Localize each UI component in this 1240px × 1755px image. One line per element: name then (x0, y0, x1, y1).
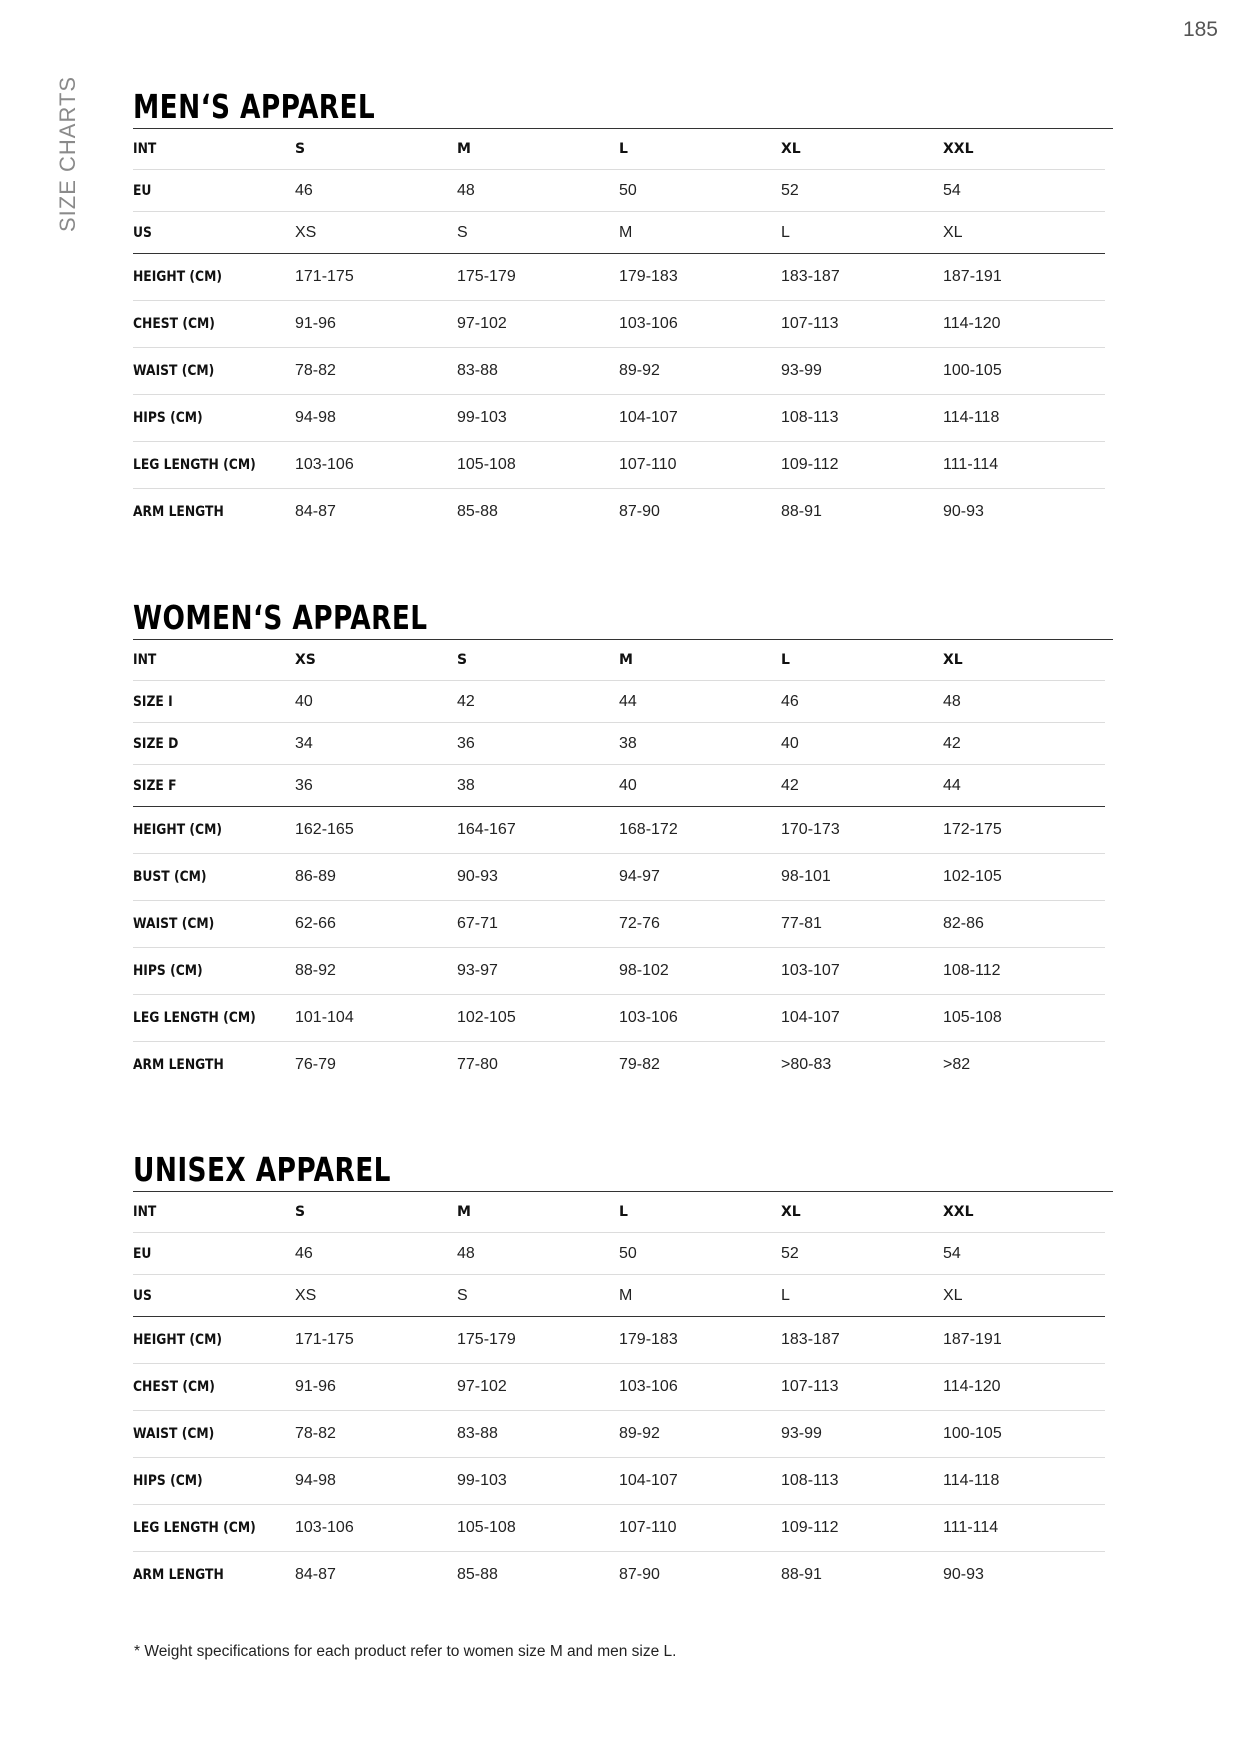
row-label: WAIST (CM) (133, 363, 215, 379)
cell: XXL (943, 129, 1105, 170)
row-label: LEG LENGTH (CM) (133, 1520, 256, 1536)
cell: 46 (781, 681, 943, 723)
table-row (133, 723, 1105, 765)
cell: 52 (781, 1233, 943, 1275)
cell: 48 (457, 170, 619, 212)
table-row (133, 348, 1105, 395)
cell: 107-113 (781, 301, 943, 348)
table-row (133, 948, 1105, 995)
cell: 109-112 (781, 1505, 943, 1552)
cell: 104-107 (619, 395, 781, 442)
cell: >82 (943, 1056, 971, 1073)
mens-apparel-section (133, 86, 1113, 535)
table-row (133, 170, 1105, 212)
row-label: CHEST (CM) (133, 1379, 215, 1395)
cell: XS (295, 212, 457, 254)
section-title: WOMEN‘S APPAREL (133, 598, 428, 637)
cell: M (457, 1192, 619, 1233)
cell: 76-79 (295, 1056, 336, 1073)
cell: 103-106 (295, 1505, 457, 1552)
cell: 90-93 (943, 503, 984, 520)
table-row (133, 1192, 1105, 1233)
row-label: WAIST (CM) (133, 916, 215, 932)
cell: 40 (781, 723, 943, 765)
womens-apparel-section (133, 597, 1113, 1088)
cell: 89-92 (619, 1411, 781, 1458)
cell: XS (295, 640, 457, 681)
table-row (133, 489, 1105, 536)
row-label: HEIGHT (CM) (133, 1332, 222, 1348)
cell: 50 (619, 170, 781, 212)
cell: 97-102 (457, 301, 619, 348)
cell: 114-120 (943, 301, 1105, 348)
table-row (133, 765, 1105, 807)
cell: M (619, 212, 781, 254)
cell: 91-96 (295, 1364, 457, 1411)
cell: 114-118 (943, 1458, 1105, 1505)
cell: 38 (457, 765, 619, 807)
row-label: LEG LENGTH (CM) (133, 457, 256, 473)
cell: M (619, 1275, 781, 1317)
cell: 101-104 (295, 995, 457, 1042)
cell: 54 (943, 170, 1105, 212)
cell: 175-179 (457, 1317, 619, 1364)
cell: 90-93 (943, 1566, 984, 1583)
section-title: MEN‘S APPAREL (133, 87, 376, 126)
cell: 107-113 (781, 1364, 943, 1411)
cell: >80-83 (781, 1056, 832, 1073)
table-row (133, 1233, 1105, 1275)
table-row (133, 854, 1105, 901)
cell: L (619, 129, 781, 170)
cell: 109-112 (781, 442, 943, 489)
cell: M (619, 640, 781, 681)
cell: 164-167 (457, 807, 619, 854)
cell: XXL (943, 1192, 1105, 1233)
cell: 42 (457, 681, 619, 723)
row-label: SIZE F (133, 777, 177, 794)
cell: L (781, 640, 943, 681)
row-label: SIZE I (133, 693, 173, 710)
cell: S (457, 640, 619, 681)
cell: 102-105 (457, 995, 619, 1042)
unisex-apparel-section (133, 1149, 1113, 1598)
cell: 36 (295, 765, 457, 807)
cell: 103-106 (619, 1364, 781, 1411)
cell: 103-106 (619, 301, 781, 348)
cell: 114-120 (943, 1364, 1105, 1411)
table-row (133, 442, 1105, 489)
cell: 87-90 (619, 503, 660, 520)
cell: 104-107 (781, 995, 943, 1042)
cell: 97-102 (457, 1364, 619, 1411)
cell: 83-88 (457, 348, 619, 395)
cell: 91-96 (295, 301, 457, 348)
cell: 90-93 (457, 854, 619, 901)
cell: 111-114 (943, 1505, 1105, 1552)
cell: 183-187 (781, 254, 943, 301)
cell: 79-82 (619, 1056, 660, 1073)
cell: 99-103 (457, 395, 619, 442)
table-row (133, 1364, 1105, 1411)
cell: 187-191 (943, 1317, 1105, 1364)
table-row (133, 640, 1105, 681)
cell: 40 (619, 765, 781, 807)
row-label: LEG LENGTH (CM) (133, 1010, 256, 1026)
cell: 88-91 (781, 503, 822, 520)
cell: 36 (457, 723, 619, 765)
table-row (133, 212, 1105, 254)
cell: 107-110 (619, 442, 781, 489)
cell: 168-172 (619, 807, 781, 854)
table-row (133, 901, 1105, 948)
cell: S (457, 212, 619, 254)
cell: 105-108 (457, 1505, 619, 1552)
row-label: HIPS (CM) (133, 1473, 203, 1489)
cell: 107-110 (619, 1505, 781, 1552)
row-label: INT (133, 141, 157, 157)
cell: 83-88 (457, 1411, 619, 1458)
cell: 100-105 (943, 1411, 1105, 1458)
section-title: UNISEX APPAREL (133, 1150, 391, 1189)
cell: 175-179 (457, 254, 619, 301)
cell: 108-113 (781, 1458, 943, 1505)
cell: 111-114 (943, 442, 1105, 489)
cell: 105-108 (457, 442, 619, 489)
row-label: EU (133, 1245, 152, 1262)
cell: 46 (295, 170, 457, 212)
cell: 44 (619, 681, 781, 723)
cell: 89-92 (619, 348, 781, 395)
row-label: US (133, 1287, 152, 1304)
cell: 103-106 (619, 995, 781, 1042)
table-row (133, 681, 1105, 723)
mens-size-table (133, 129, 1105, 535)
cell: 93-97 (457, 948, 619, 995)
cell: 171-175 (295, 254, 457, 301)
cell: L (781, 212, 943, 254)
cell: S (295, 1192, 457, 1233)
cell: 94-98 (295, 395, 457, 442)
cell: L (781, 1275, 943, 1317)
cell: 78-82 (295, 348, 457, 395)
cell: 86-89 (295, 854, 457, 901)
cell: 82-86 (943, 901, 1105, 948)
cell: 108-113 (781, 395, 943, 442)
cell: XL (943, 1275, 1105, 1317)
row-label: SIZE D (133, 735, 179, 752)
cell: 44 (943, 765, 1105, 807)
cell: 87-90 (619, 1566, 660, 1583)
table-row (133, 1411, 1105, 1458)
cell: 98-102 (619, 948, 781, 995)
cell: 179-183 (619, 254, 781, 301)
unisex-size-table (133, 1192, 1105, 1598)
row-label: ARM LENGTH (133, 1567, 224, 1583)
row-label: EU (133, 182, 152, 199)
row-label: HIPS (CM) (133, 963, 203, 979)
footnote: * Weight specifications for each product refer to women size M and men size L. (134, 1643, 677, 1660)
cell: 93-99 (781, 348, 943, 395)
cell: 77-80 (457, 1056, 498, 1073)
cell: 72-76 (619, 901, 781, 948)
cell: 183-187 (781, 1317, 943, 1364)
cell: 52 (781, 170, 943, 212)
side-label: SIZE CHARTS (55, 75, 80, 232)
cell: 162-165 (295, 807, 457, 854)
cell: 104-107 (619, 1458, 781, 1505)
cell: 42 (943, 723, 1105, 765)
cell: 50 (619, 1233, 781, 1275)
cell: 46 (295, 1233, 457, 1275)
cell: 98-101 (781, 854, 943, 901)
cell: 172-175 (943, 807, 1105, 854)
cell: 100-105 (943, 348, 1105, 395)
cell: 38 (619, 723, 781, 765)
cell: 54 (943, 1233, 1105, 1275)
table-row (133, 807, 1105, 854)
row-label: US (133, 224, 152, 241)
cell: L (619, 1192, 781, 1233)
cell: 108-112 (943, 948, 1105, 995)
cell: XL (781, 129, 943, 170)
womens-size-table (133, 640, 1105, 1088)
row-label: ARM LENGTH (133, 1057, 224, 1073)
cell: 94-97 (619, 854, 781, 901)
cell: 93-99 (781, 1411, 943, 1458)
table-row (133, 1042, 1105, 1089)
table-row (133, 301, 1105, 348)
row-label: HIPS (CM) (133, 410, 203, 426)
table-row (133, 254, 1105, 301)
table-row (133, 1275, 1105, 1317)
table-row (133, 1317, 1105, 1364)
cell: 85-88 (457, 1566, 498, 1583)
row-label: BUST (CM) (133, 869, 207, 885)
cell: 67-71 (457, 901, 619, 948)
cell: 105-108 (943, 995, 1105, 1042)
row-label: CHEST (CM) (133, 316, 215, 332)
table-row (133, 1552, 1105, 1599)
table-row (133, 129, 1105, 170)
row-label: WAIST (CM) (133, 1426, 215, 1442)
cell: S (295, 129, 457, 170)
row-label: INT (133, 1204, 157, 1220)
cell: 77-81 (781, 901, 943, 948)
cell: 88-91 (781, 1566, 822, 1583)
table-row (133, 995, 1105, 1042)
cell: 170-173 (781, 807, 943, 854)
cell: 171-175 (295, 1317, 457, 1364)
row-label: ARM LENGTH (133, 504, 224, 520)
cell: 114-118 (943, 395, 1105, 442)
cell: XL (781, 1192, 943, 1233)
cell: 48 (457, 1233, 619, 1275)
cell: 78-82 (295, 1411, 457, 1458)
cell: 85-88 (457, 503, 498, 520)
cell: M (457, 129, 619, 170)
page-number: 185 (1182, 18, 1218, 41)
cell: 34 (295, 723, 457, 765)
row-label: HEIGHT (CM) (133, 822, 222, 838)
cell: XL (943, 212, 1105, 254)
cell: 84-87 (295, 1566, 336, 1583)
cell: 102-105 (943, 854, 1105, 901)
cell: 88-92 (295, 948, 457, 995)
row-label: HEIGHT (CM) (133, 269, 222, 285)
cell: 94-98 (295, 1458, 457, 1505)
cell: 42 (781, 765, 943, 807)
table-row (133, 1458, 1105, 1505)
table-row (133, 395, 1105, 442)
cell: 103-107 (781, 948, 943, 995)
cell: 40 (295, 681, 457, 723)
cell: XL (943, 640, 1105, 681)
table-row (133, 1505, 1105, 1552)
cell: 48 (943, 681, 1105, 723)
cell: 187-191 (943, 254, 1105, 301)
cell: 179-183 (619, 1317, 781, 1364)
cell: 62-66 (295, 901, 457, 948)
cell: S (457, 1275, 619, 1317)
cell: 99-103 (457, 1458, 619, 1505)
cell: 84-87 (295, 503, 336, 520)
row-label: INT (133, 652, 157, 668)
cell: XS (295, 1275, 457, 1317)
cell: 103-106 (295, 442, 457, 489)
